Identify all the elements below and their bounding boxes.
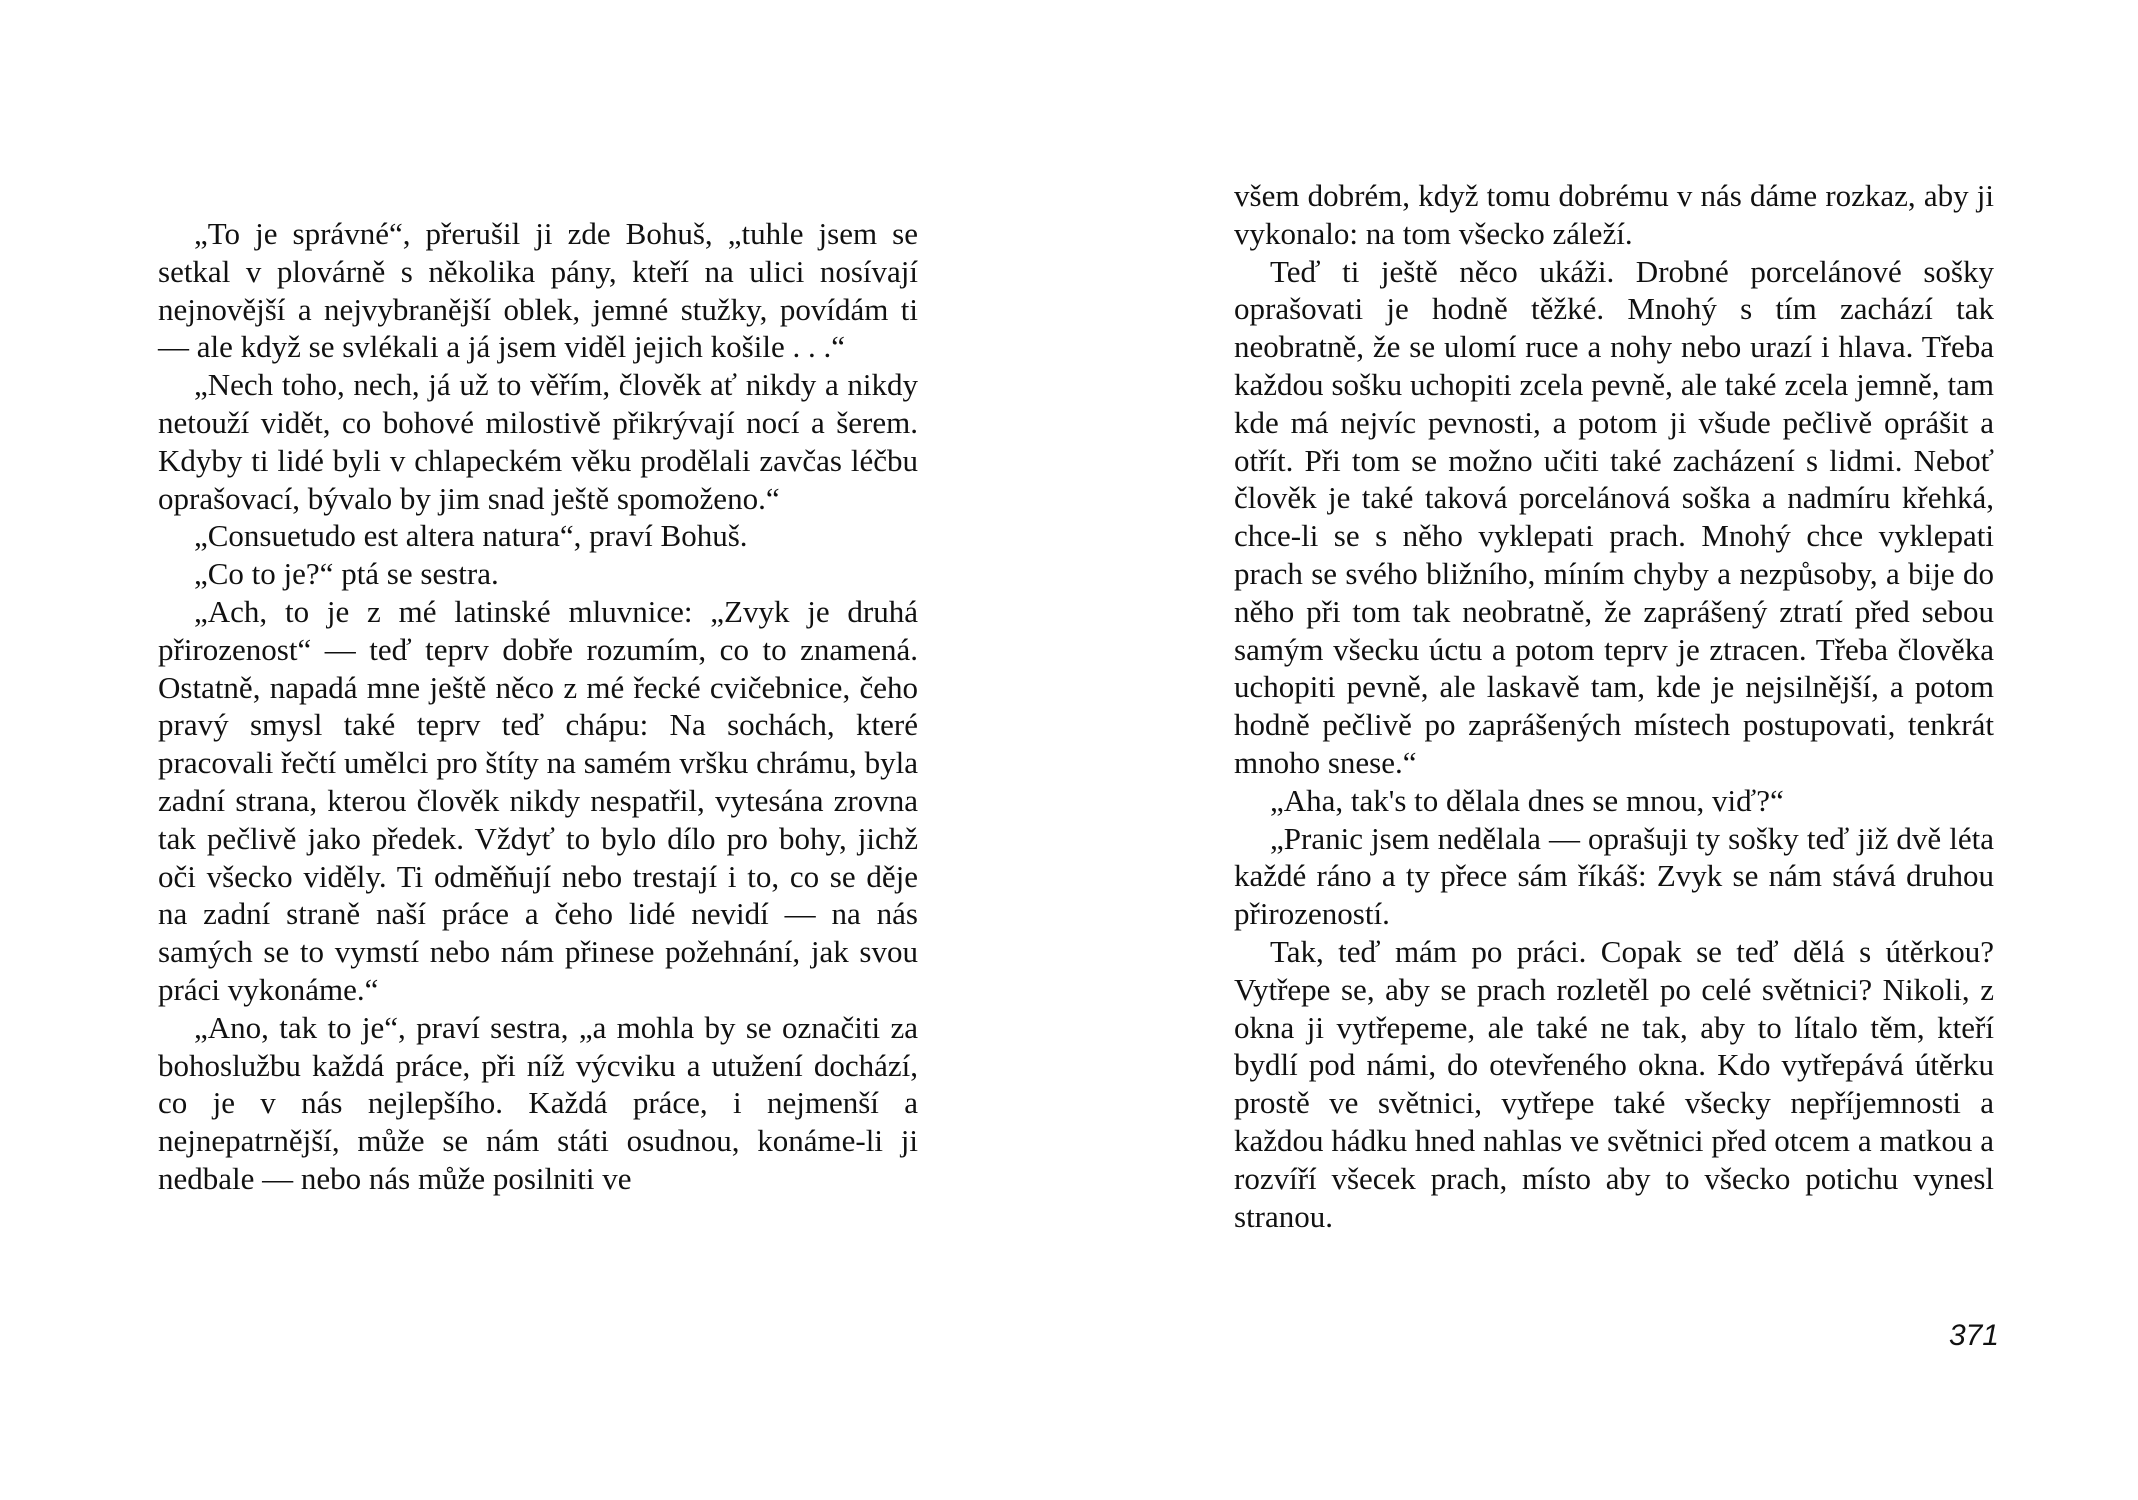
left-paragraph-1: „To je správné“, přerušil ji zde Bohuš, „tuhle jsem se setkal v plovárně s několika pány, kteří na ulici nosívají nejnovější a nejvybranější oblek, jemné stužky, povídám ti — ale když se svlékali a já jsem viděl jejich košile . . .“ — [158, 216, 918, 365]
left-text-column — [158, 215, 918, 1198]
right-paragraph-1: všem dobrém, když tomu dobrému v nás dáme rozkaz, aby ji vykonalo: na tom všecko záleží. — [1234, 178, 1994, 251]
page-number: 371 — [1948, 1319, 1999, 1352]
right-text-column — [1234, 177, 1994, 1235]
left-paragraph-4: „Co to je?“ ptá se sestra. — [194, 556, 499, 592]
left-paragraph-3: „Consuetudo est altera natura“, praví Bohuš. — [194, 518, 748, 554]
right-paragraph-2: Teď ti ještě něco ukáži. Drobné porcelánové sošky oprašovati je hodně těžké. Mnohý s tím zachází tak neobratně, že se ulomí ruce a nohy nebo urazí i hlava. Třeba každou sošku uchopiti zcela pevně, ale také zcela jemně, tam kde má nejvíc pevnosti, a potom ji všude pečlivě oprášit a otřít. Při tom se možno učiti také zacházení s lidmi. Neboť člověk je také taková porcelánová soška a nadmíru křehká, chce-li se s něho vyklepati prach. Mnohý chce vyklepati prach se svého bližního, míním chyby a nezpůsoby, a bije do něho při tom tak neobratně, že zaprášený ztratí před sebou samým všecku úctu a potom teprv je ztracen. Třeba člověka uchopiti pevně, ale laskavě tam, kde je nejsilnější, a potom hodně pečlivě po zaprášených místech postupovati, tenkrát mnoho snese.“ — [1234, 253, 1994, 780]
right-paragraph-5: Tak, teď mám po práci. Copak se teď dělá s útěrkou? Vytřepe se, aby se prach rozletěl po celé světnici? Nikoli, z okna ji vytřepeme, ale také ne tak, aby to lítalo těm, kteří bydlí pod námi, do otevřeného okna. Kdo vytřepává útěrku prostě ve světnici, vytřepe také všecky nepříjemnosti a každou hádku hned nahlas ve světnici před otcem a matkou a rozvíří všecek prach, místo aby to všecko potichu vynesl stranou. — [1234, 933, 1994, 1234]
right-page — [1069, 0, 2138, 1500]
left-paragraph-2: „Nech toho, nech, já už to věřím, člověk ať nikdy a nikdy netouží vidět, co bohové milostivě přikrývají nocí a šerem. Kdyby ti lidé byli v chlapeckém věku prodělali zavčas léčbu oprašovací, bývalo by jim snad ještě spomoženo.“ — [158, 367, 918, 516]
left-paragraph-5: „Ach, to je z mé latinské mluvnice: „Zvyk je druhá přirozenost“ — teď teprv dobře rozumím, co to znamená. Ostatně, napadá mne ještě něco z mé řecké cvičebnice, čeho pravý smysl také teprv teď chápu: Na sochách, které pracovali řečtí umělci pro štíty na samém vršku chrámu, byla zadní strana, kterou člověk nikdy nespatřil, vytesána zrovna tak pečlivě jako předek. Vždyť to bylo dílo pro bohy, jichž oči všecko viděly. Ti odměňují nebo trestají i to, co se děje na zadní straně naší práce a čeho lidé nevidí — na nás samých se to vymstí nebo nám přinese požehnání, jak svou práci vykonáme.“ — [158, 593, 918, 1007]
right-paragraph-4: „Pranic jsem nedělala — oprašuji ty sošky teď již dvě léta každé ráno a ty přece sám říkáš: Zvyk se nám stává druhou přirozeností. — [1234, 820, 1994, 932]
left-paragraph-6: „Ano, tak to je“, praví sestra, „a mohla by se označiti za bohoslužbu každá práce, při níž výcviku a utužení dochází, co je v nás nejlepšího. Každá práce, i nejmenší a nejnepatrnější, může se nám státi osudnou, konáme-li ji nedbale — nebo nás může posilniti ve — [158, 1009, 918, 1196]
right-paragraph-3: „Aha, tak's to dělala dnes se mnou, viď?“ — [1270, 782, 1784, 818]
